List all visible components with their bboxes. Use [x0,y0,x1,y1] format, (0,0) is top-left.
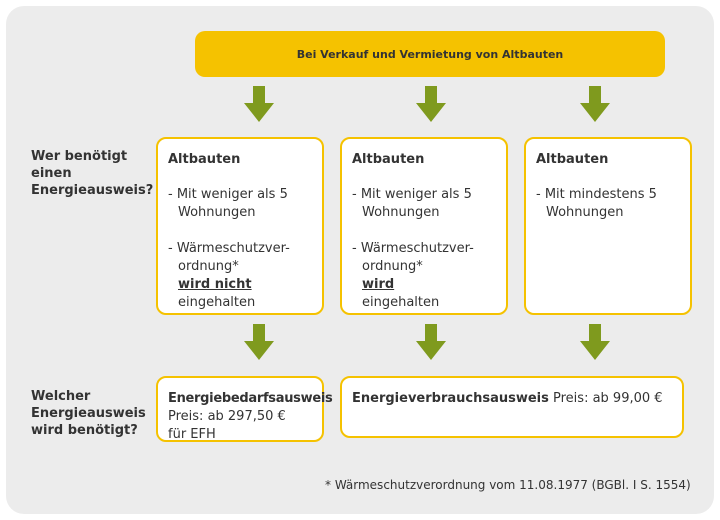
footnote: * Wärmeschutzverordnung vom 11.08.1977 (BGBl. I S. 1554) [325,478,691,492]
box-title: Altbauten [536,152,609,167]
question-which-certificate: Welcher Energieausweis wird benötigt? [31,389,146,438]
arrow-down-icon [244,324,274,360]
emphasis-text: wird [362,277,395,292]
case-box-1 [156,137,324,315]
arrow-down-icon [416,86,446,122]
result-price: Preis: ab 99,00 € [553,391,663,406]
emphasis-text: wird nicht [178,277,252,292]
result-box-consumption [340,376,684,438]
box-item: - Wärmeschutzver- ordnung* wird eingehalten [352,240,496,312]
result-title: Energieverbrauchsausweis [352,391,549,406]
case-box-2 [340,137,508,315]
box-title: Altbauten [168,152,241,167]
box-item: - Mit mindestens 5 Wohnungen [536,187,657,220]
box-item: - Wärmeschutzver- ordnung* wird nicht eingehalten [168,240,312,312]
arrow-down-icon [580,324,610,360]
banner-text: Bei Verkauf und Vermietung von Altbauten [296,47,564,61]
arrow-down-icon [580,86,610,122]
arrow-down-icon [244,86,274,122]
result-box-demand [156,376,333,442]
box-title: Altbauten [352,152,425,167]
result-title: Energiebedarfsausweis [168,391,333,406]
box-item: - Mit weniger als 5 Wohnungen [352,187,472,220]
arrow-down-icon [416,324,446,360]
header-banner [195,31,665,77]
box-item: - Mit weniger als 5 Wohnungen [168,187,288,220]
case-box-3 [524,137,692,315]
question-who-needs: Wer benötigt einen Energieausweis? [31,149,154,198]
result-price: Preis: ab 297,50 € [168,409,286,424]
result-note: für EFH [168,427,216,442]
